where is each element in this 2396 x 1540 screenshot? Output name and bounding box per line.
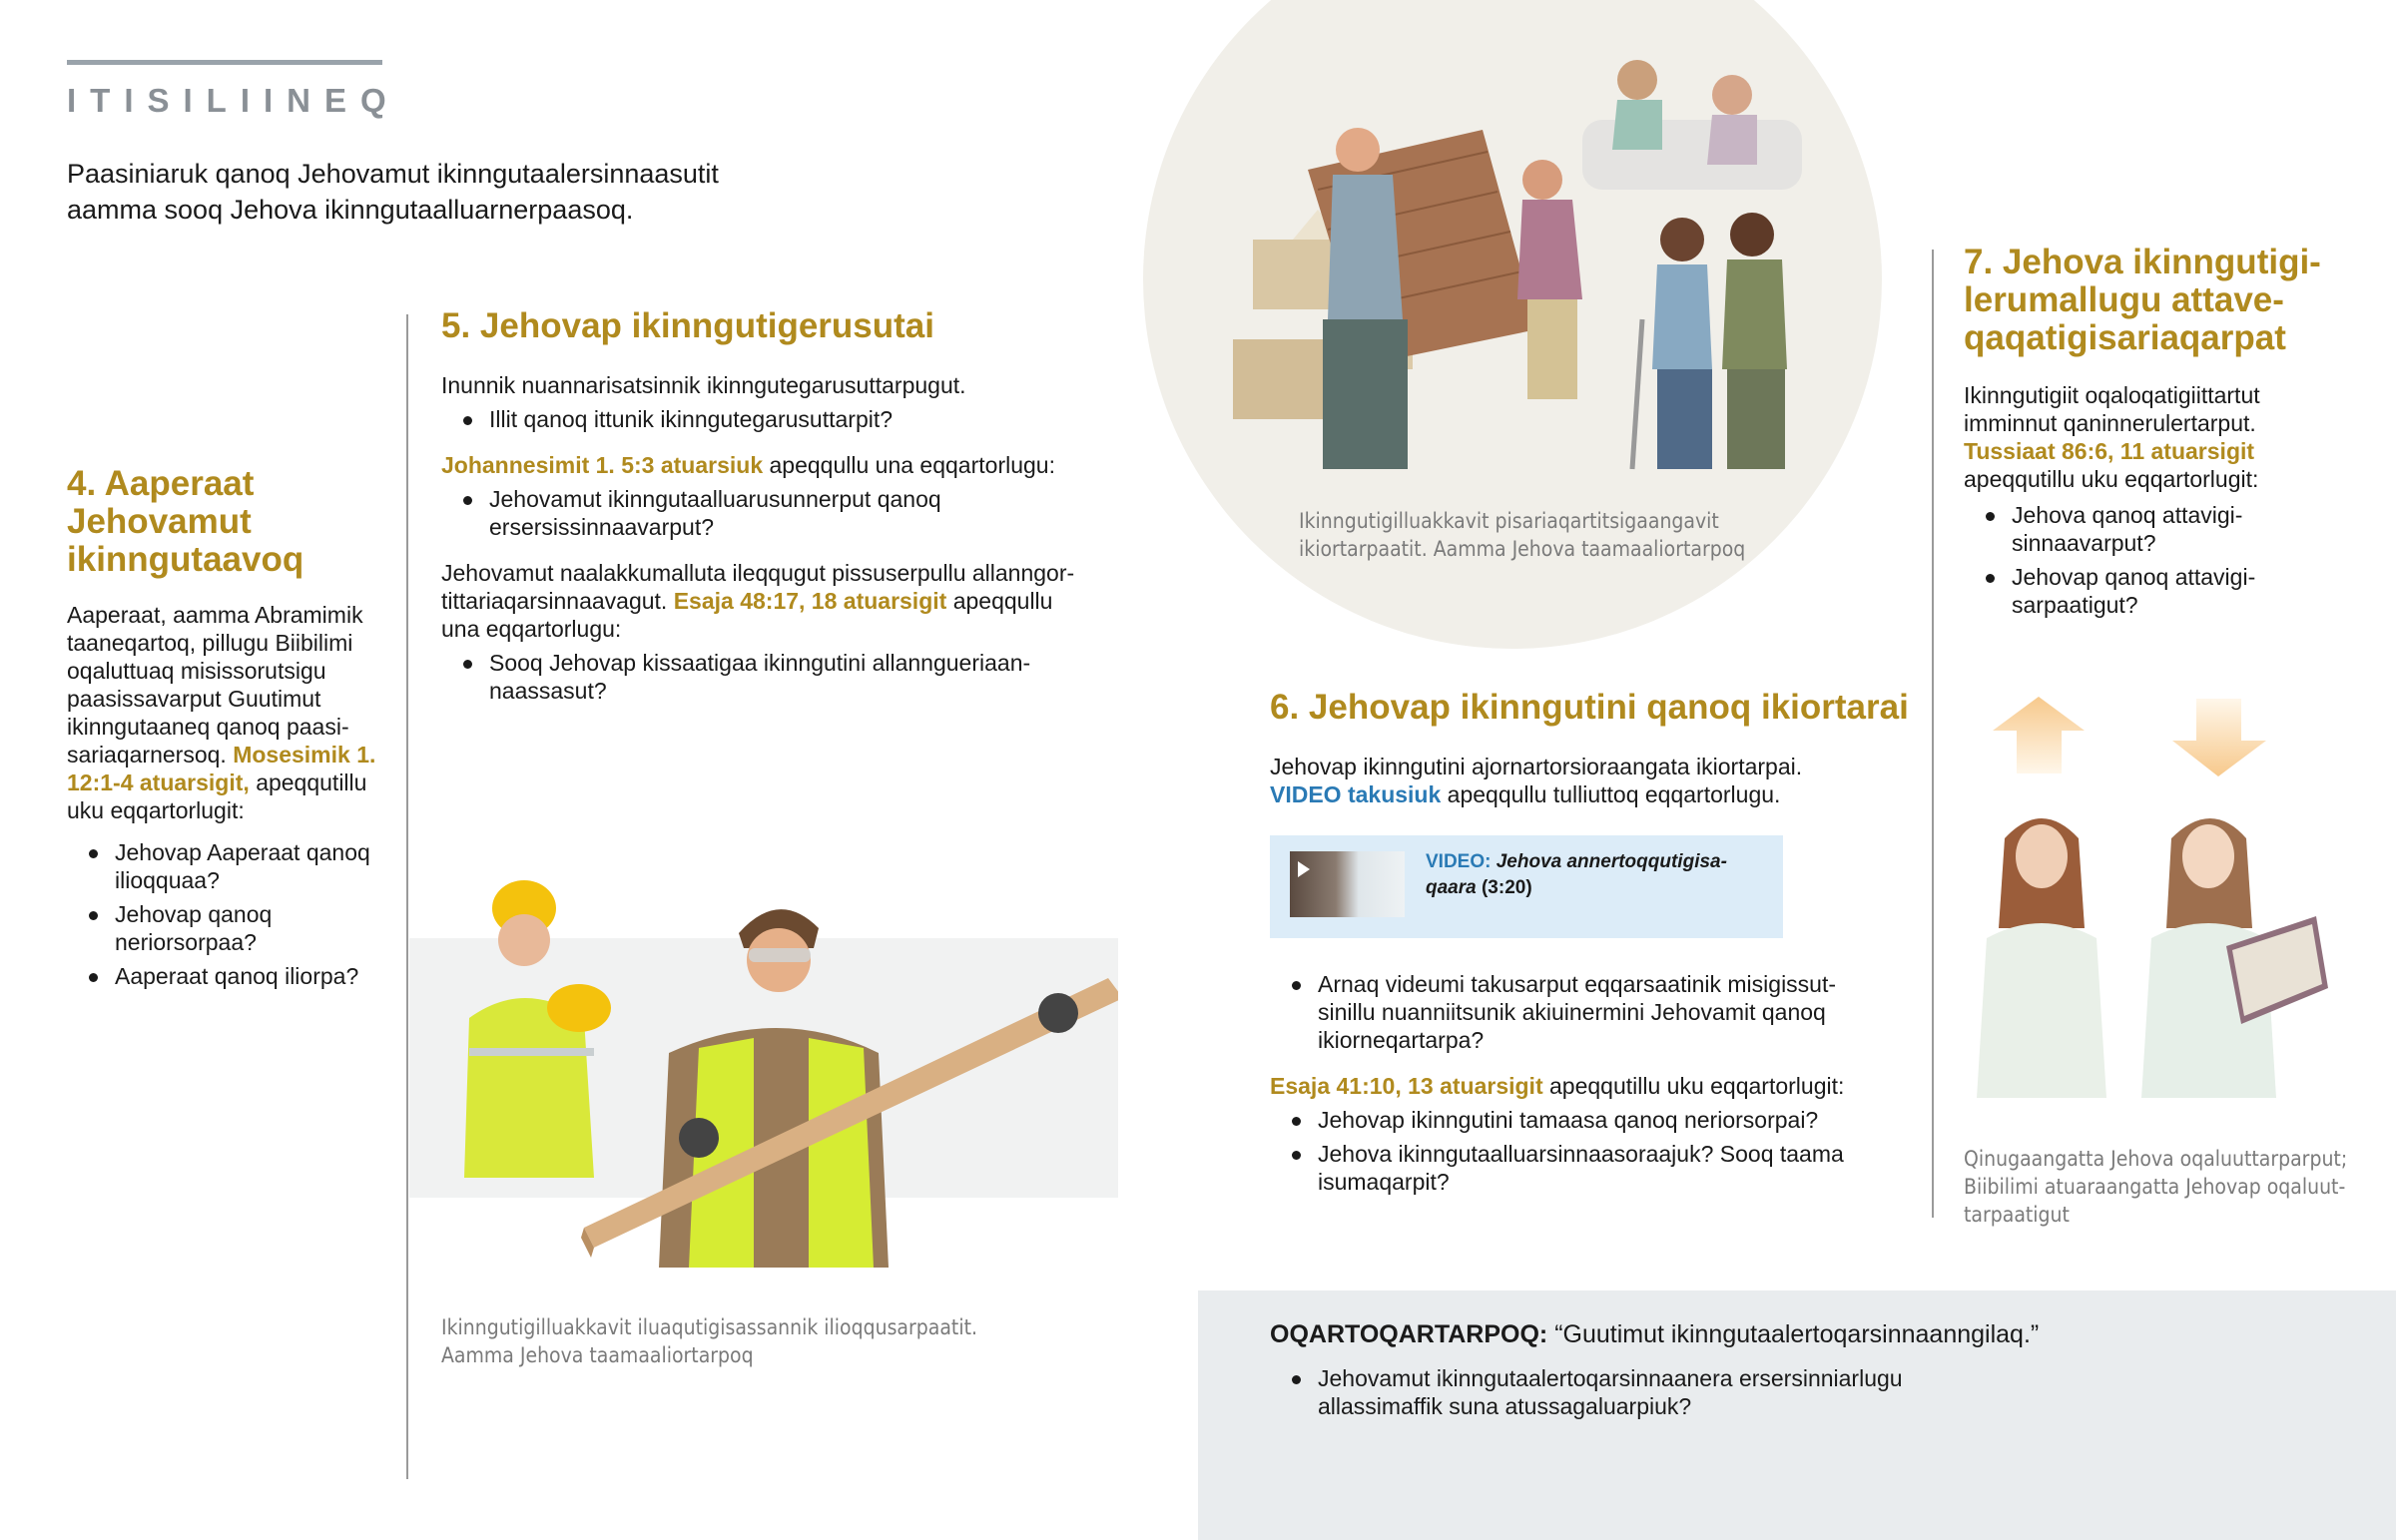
column-divider — [1932, 250, 1934, 1218]
column-divider — [406, 314, 408, 1479]
list-item: Jehovap qanoq attavigi-sarpaatigut? — [1964, 563, 2343, 619]
list-item: Jehova ikinngutaalluarsinnaasoraajuk? Sooq taama isumaqarpit? — [1270, 1140, 1869, 1196]
section-7-reference[interactable]: Tussiaat 86:6, 11 atuarsigit — [1964, 438, 2255, 464]
video-thumbnail[interactable] — [1290, 851, 1405, 917]
list-item: Jehovap ikinngutini tamaasa qanoq neriorsorpai? — [1270, 1106, 1869, 1134]
section-5-ref1-after: apeqqullu una eqqartorlugu: — [769, 452, 1055, 478]
video-label: VIDEO: — [1426, 851, 1492, 872]
section-5-q1-list — [441, 405, 1090, 433]
section-6-reference[interactable]: Esaja 41:10, 13 atuarsigit — [1270, 1073, 1543, 1099]
section-7-intro: Ikinngutigiit oqaloqatigiittartut imminnut qaninnerulertarput. — [1964, 382, 2260, 436]
section-7-caption: Qinugaangatta Jehova oqaluuttarparput; Biibilimi atuaraangatta Jehovap oqaluut-tarpaatigut — [1964, 1147, 2348, 1227]
prayer-reading-illustration — [1957, 689, 2376, 1128]
section-6-intro: Jehovap ikinngutini ajornartorsioraangata ikiortarpai. — [1270, 754, 1803, 779]
section-6-video-line — [1270, 780, 1909, 808]
section-5 — [441, 307, 1090, 705]
video-box[interactable] — [1270, 835, 1783, 938]
list-item: Illit qanoq ittunik ikinngutegarusuttarpit? — [441, 405, 1090, 433]
section-6-title: 6. Jehovap ikinngutini qanoq ikiortarai — [1270, 688, 1909, 727]
list-item: Jehova qanoq attavigi-sinnaavarput? — [1964, 501, 2343, 557]
section-6-questions — [1270, 964, 1869, 1196]
section-6-ref-line — [1270, 1072, 1869, 1100]
list-item: Jehovap qanoq neriorsorpaa? — [67, 900, 386, 956]
section-5-title: 5. Jehovap ikinngutigerusutai — [441, 306, 934, 345]
summary-questions — [1270, 1358, 2029, 1420]
section-7-ref-line — [1964, 437, 2343, 493]
video-title-block — [1426, 849, 1765, 901]
intro-text: Paasiniaruk qanoq Jehovamut ikinngutaalersinnaasutit aamma sooq Jehova ikinngutaalluarnerpaasoq. — [67, 159, 719, 225]
section-7-questions — [1964, 501, 2343, 619]
list-item: Jehovap Aaperaat qanoq ilioqquaa? — [67, 838, 386, 894]
list-item: Jehovamut ikinngutaalertoqarsinnaanera ersersinniarlugu allassimaffik suna atussagaluarpiuk? — [1270, 1364, 2029, 1420]
section-4-body — [67, 601, 386, 824]
video-title: Jehova annertoqqutigisa-qaara — [1426, 851, 1727, 898]
section-5-q3-list — [441, 649, 1090, 705]
arrow-down-icon — [2172, 699, 2266, 776]
section-7-title: 7. Jehova ikinngutigi-lerumallugu attave-qaqatigisariaqarpat — [1964, 243, 2321, 357]
section-5-reference-1[interactable]: Johannesimit 1. 5:3 atuarsiuk — [441, 452, 764, 478]
section-5-ref1-line — [441, 451, 1090, 479]
section-label: ITISILIINEQ — [67, 82, 400, 119]
section-6 — [1270, 689, 1909, 808]
play-icon[interactable] — [1298, 861, 1310, 877]
header-rule — [67, 60, 382, 65]
list-item: Jehovamut ikinngutaalluarusunnerput qanoq ersersissinnaavarput? — [441, 485, 1090, 541]
video-duration: (3:20) — [1481, 877, 1532, 898]
section-5-caption: Ikinngutigilluakkavit iluaqutigisassannik ilioqqusarpaatit. Aamma Jehova taamaaliortarpoq — [441, 1315, 977, 1367]
section-5-intro: Inunnik nuannarisatsinnik ikinngutegarusuttarpugut. — [441, 372, 966, 398]
summary-line — [1270, 1318, 2039, 1350]
section-6-q-list — [1270, 1106, 1869, 1196]
section-4-after: apeqqutillu uku eqqartorlugit: — [67, 770, 367, 823]
section-7 — [1964, 244, 2343, 619]
section-5-q2-list — [441, 485, 1090, 541]
list-item: Sooq Jehovap kissaatigaa ikinngutini allanngueriaan-naassasut? — [441, 649, 1090, 705]
summary-label: OQARTOQARTARPOQ: — [1270, 1320, 1548, 1348]
list-item: Arnaq videumi takusarput eqqarsaatinik misigissut-sinillu nuanniitsunik akiuinermini Jehovamit qanoq ikiorneqartarpa? — [1270, 970, 1869, 1054]
section-6-q1-list — [1270, 970, 1869, 1054]
section-6-top-caption: Ikinngutigilluakkavit pisariaqartitsigaangavit ikiortarpaatit. Aamma Jehova taamaaliortarpoq — [1299, 509, 1746, 561]
section-5-reference-2[interactable]: Esaja 48:17, 18 atuarsigit — [673, 588, 947, 614]
video-link[interactable]: VIDEO takusiuk — [1270, 781, 1442, 807]
section-4-title: 4. Aaperaat Jehovamut ikinngutaavoq — [67, 464, 304, 579]
workers-illustration — [409, 848, 1118, 1287]
section-6-ref-after: apeqqutillu uku eqqartorlugit: — [1549, 1073, 1845, 1099]
section-5-p2-text: Jehovamut naalakkumalluta ileqqugut pissuserpullu allanngor-tittariaqarsinnaavagut. — [441, 560, 1075, 614]
section-5-p2 — [441, 559, 1090, 643]
section-7-after: apeqqutillu uku eqqartorlugit: — [1964, 466, 2259, 492]
section-4-reference[interactable]: Mosesimik 1. 12:1-4 atuarsigit, — [67, 742, 376, 795]
summary-quote: “Guutimut ikinngutaalertoqarsinnaanngilaq.” — [1554, 1320, 2040, 1348]
section-5-ref2-after: apeqqullu una eqqartorlugu: — [441, 588, 1053, 642]
list-item: Aaperaat qanoq iliorpa? — [67, 962, 386, 990]
summary-box — [1198, 1290, 2396, 1540]
section-4-questions — [67, 838, 386, 990]
section-4 — [67, 465, 386, 990]
video-link-after: apeqqullu tulliuttoq eqqartorlugu. — [1447, 781, 1781, 807]
arrow-up-icon — [1993, 697, 2085, 773]
section-4-body-text: Aaperaat, aamma Abramimik taaneqartoq, pillugu Biibilimi oqaluttuaq misissorutsigu paasissavarput Guutimut ikinngutaaneq qanoq paasi-sariaqarnersoq. — [67, 602, 363, 768]
